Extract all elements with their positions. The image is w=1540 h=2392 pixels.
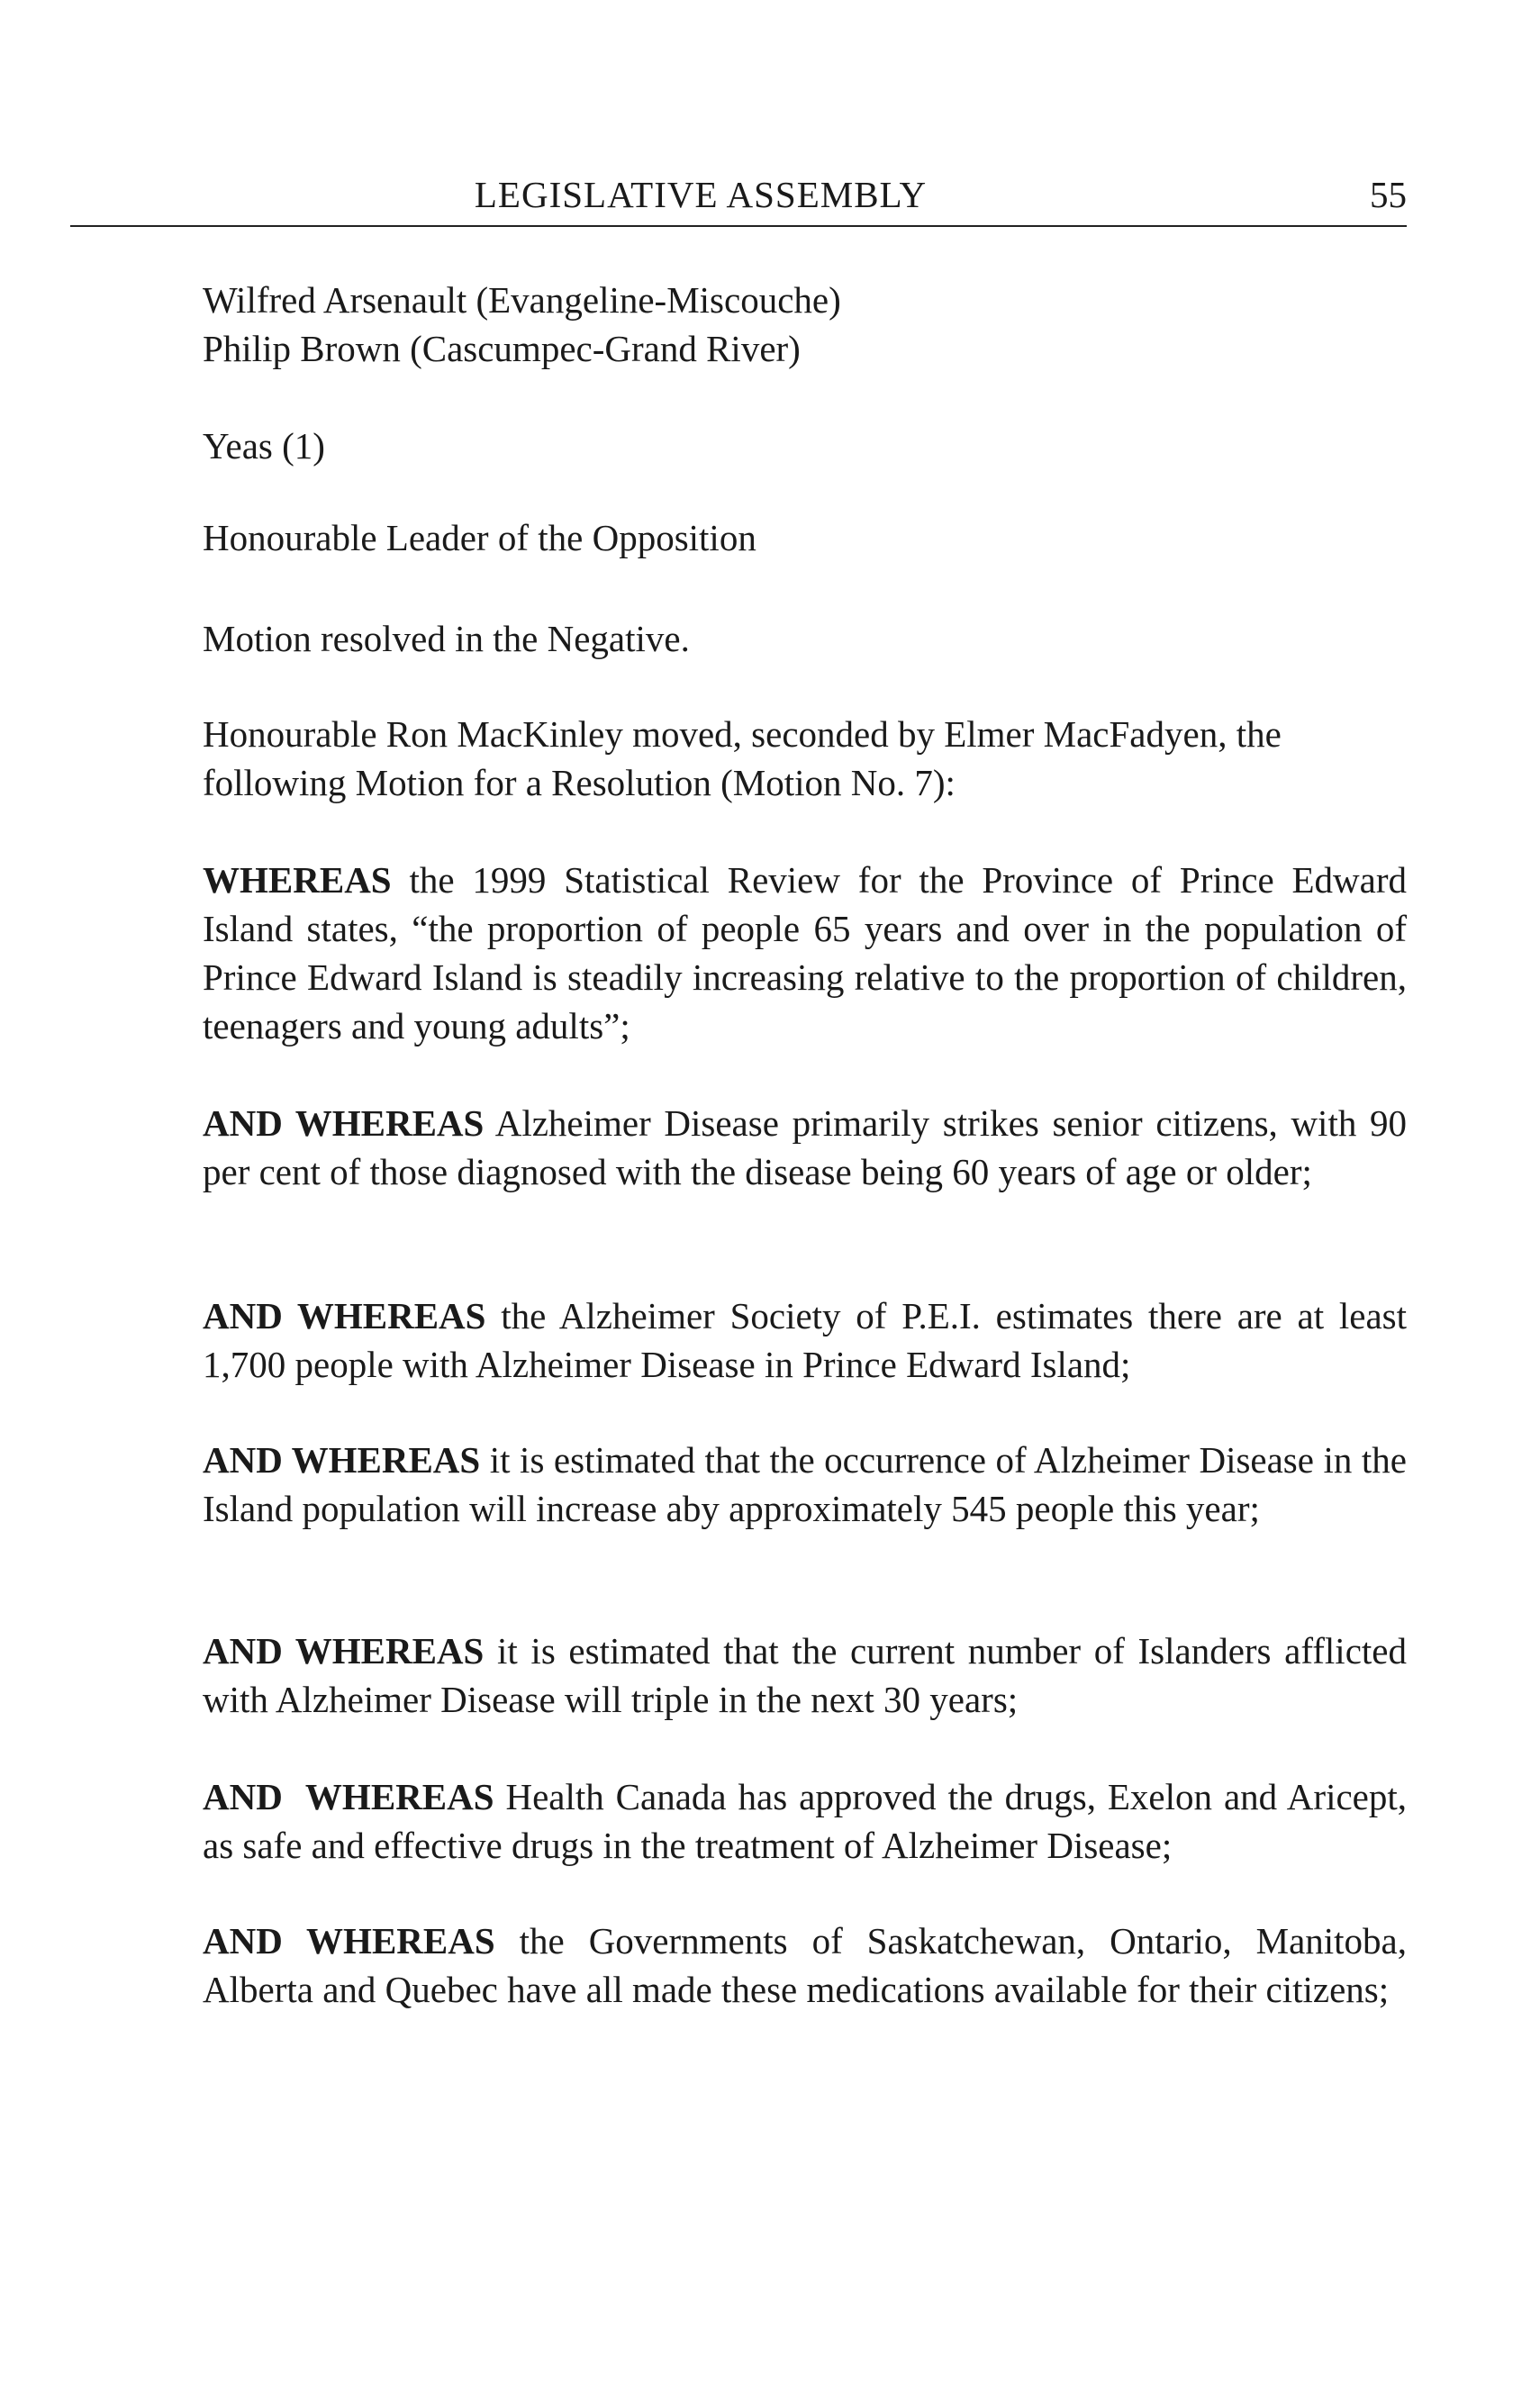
yeas-member bbox=[203, 513, 1407, 562]
whereas-clause bbox=[203, 1626, 1407, 1724]
resolution-result-text: Motion resolved in the Negative. bbox=[203, 618, 690, 659]
yeas-heading bbox=[203, 421, 1407, 470]
whereas-clause bbox=[203, 1916, 1407, 2014]
clause-keyword: WHEREAS bbox=[203, 859, 392, 901]
running-header bbox=[70, 169, 1407, 227]
clause-text: the 1999 Statistical Review for the Province of Prince Edward Island states, “the proportion of people 65 years and over in the population of Prince Edward Island is steadily increasing relative to the proportion of children, teenagers and young adults”; bbox=[203, 859, 1407, 1046]
page-number: 55 bbox=[1370, 174, 1407, 215]
clause-keyword: AND WHEREAS bbox=[203, 1102, 485, 1144]
clause-text: the Alzheimer Society of P.E.I. estimates there are at least 1,700 people with Alzheimer Disease in Prince Edward Island; bbox=[203, 1295, 1407, 1385]
clause-text: Alzheimer Disease primarily strikes senior citizens, with 90 per cent of those diagnosed with the disease being 60 years of age or older; bbox=[203, 1102, 1407, 1192]
motion-intro-line: following Motion for a Resolution (Motion No. 7): bbox=[203, 762, 956, 803]
header-title: LEGISLATIVE ASSEMBLY bbox=[474, 174, 928, 215]
member-line: Wilfred Arsenault (Evangeline-Miscouche) bbox=[203, 279, 841, 321]
yeas-heading-text: Yeas (1) bbox=[203, 425, 325, 467]
clause-text: the Governments of Saskatchewan, Ontario, Manitoba, Alberta and Quebec have all made these medications available for their citizens; bbox=[203, 1920, 1407, 2010]
clause-keyword: AND WHEREAS bbox=[203, 1776, 494, 1817]
motion-intro bbox=[203, 710, 1407, 807]
whereas-clause bbox=[203, 856, 1407, 1050]
whereas-clause bbox=[203, 1436, 1407, 1533]
clause-keyword: AND WHEREAS bbox=[203, 1630, 485, 1672]
whereas-clause bbox=[203, 1291, 1407, 1389]
resolution-result bbox=[203, 614, 1407, 663]
clause-keyword: AND WHEREAS bbox=[203, 1439, 481, 1481]
motion-intro-line: Honourable Ron MacKinley moved, seconded by Elmer MacFadyen, the bbox=[203, 713, 1282, 755]
nays-member-list bbox=[203, 276, 1407, 373]
clause-keyword: AND WHEREAS bbox=[203, 1920, 495, 1962]
whereas-clause bbox=[203, 1099, 1407, 1196]
clause-text: it is estimated that the current number of Islanders afflicted with Alzheimer Disease will triple in the next 30 years; bbox=[203, 1630, 1407, 1720]
member-line: Philip Brown (Cascumpec-Grand River) bbox=[203, 328, 801, 369]
clause-text: it is estimated that the occurrence of Alzheimer Disease in the Island population will increase aby approximately 545 people this year; bbox=[203, 1439, 1407, 1529]
whereas-clause bbox=[203, 1772, 1407, 1870]
clause-text: Health Canada has approved the drugs, Exelon and Aricept, as safe and effective drugs in the treatment of Alzheimer Disease; bbox=[203, 1776, 1407, 1866]
clause-keyword: AND WHEREAS bbox=[203, 1295, 486, 1336]
yeas-member-text: Honourable Leader of the Opposition bbox=[203, 517, 756, 558]
